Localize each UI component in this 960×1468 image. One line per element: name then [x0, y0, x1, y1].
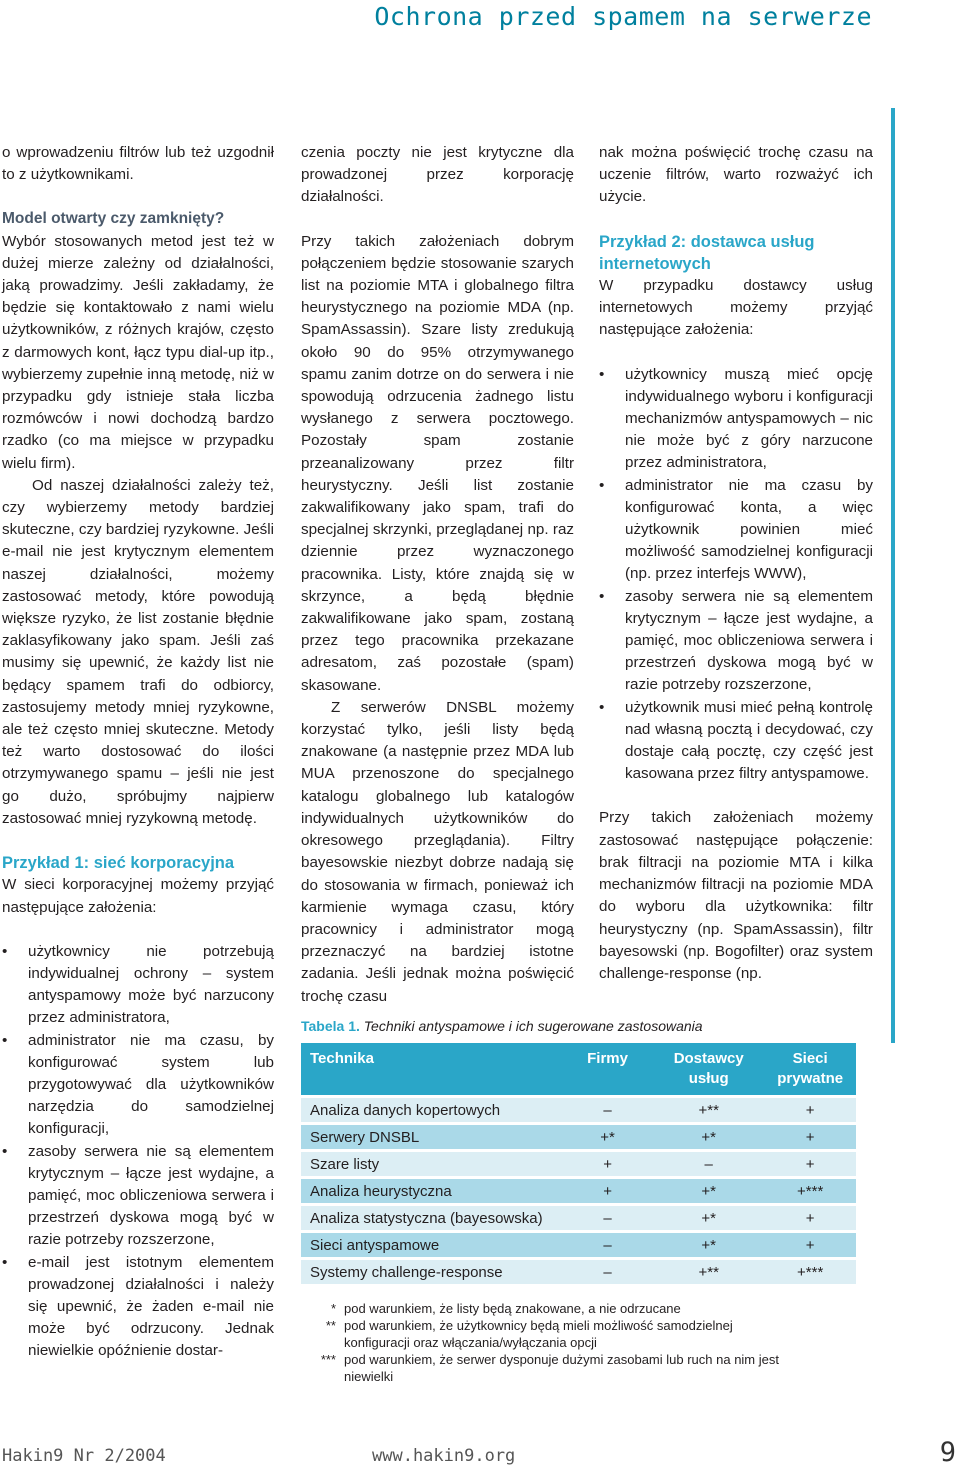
table-cell: +**: [653, 1098, 764, 1122]
table-cell: +: [764, 1233, 856, 1257]
table-cell: Analiza heurystyczna: [301, 1179, 562, 1203]
table-header-row: [301, 1043, 856, 1095]
footnote-mark: **: [325, 1318, 336, 1333]
table-cell: +**: [653, 1260, 764, 1284]
table-cell: Analiza danych kopertowych: [301, 1098, 562, 1122]
paragraph: W przypadku dostawcy usług internetowych możemy przyjąć następujące założenia:: [599, 277, 873, 339]
table-row: [301, 1206, 856, 1230]
table-cell: Serwery DNSBL: [301, 1125, 562, 1149]
table-row: [301, 1098, 856, 1122]
table-cell: +: [764, 1125, 856, 1149]
table-cell: Analiza statystyczna (bayesowska): [301, 1206, 562, 1230]
table-row: [301, 1260, 856, 1284]
bullet-list: [2, 941, 274, 1363]
table-row: [301, 1125, 856, 1149]
table-cell: +***: [764, 1179, 856, 1203]
paragraph: W sieci korporacyjnej możemy przyjąć następujące założenia:: [2, 876, 274, 916]
table-cell: +*: [562, 1125, 653, 1149]
column-header: Sieci prywatne: [764, 1043, 856, 1095]
section-heading: Model otwarty czy zamknięty?: [2, 210, 225, 228]
footer-url[interactable]: www.hakin9.org: [372, 1446, 516, 1466]
list-item: • administrator nie ma czasu by konfigurować konta, a więc użytkownik powinien mieć możliwość samodzielnej konfiguracji (np. przez interfejs WWW),: [599, 475, 873, 586]
list-item: • zasoby serwera nie są elementem krytycznym – łącze jest wydajne, a pamięć, moc obliczeniowa serwera i przestrzeń dyskowa mogą być w razie potrzeby rozszerzone,: [2, 1141, 274, 1252]
table-caption-label: Tabela 1.: [301, 1018, 360, 1034]
table-row: [301, 1179, 856, 1203]
page-header: [0, 0, 960, 38]
list-item: • e-mail jest istotnym elementem prowadzonej działalności i należy się upewnić, że żaden e-mail nie może być odrzucony. Jednak niewielkie opóźnienie dostar-: [2, 1252, 274, 1363]
column-1: [2, 142, 274, 1363]
footnote: [300, 1317, 794, 1351]
table-cell: +: [764, 1098, 856, 1122]
column-header: Technika: [301, 1043, 562, 1095]
footnote-mark: ***: [320, 1352, 336, 1367]
table-cell: +***: [764, 1260, 856, 1284]
example-heading: Przykład 2: dostawca usług internetowych: [599, 232, 815, 273]
paragraph: Z serwerów DNSBL możemy korzystać tylko, jeśli listy będą znakowane (a następnie przez MDA lub MUA przenoszone do specjalnego katalogu globalnego lub katalogów indywidualnych użytkowników do okresowego przeglądania). Filtry bayesowskie niezbyt dobrze nadają się do stosowania w firmach, ponieważ ich karmienie wymaga czasu, który pracownicy i administrator mogą przeznaczyć na bardziej istotne zadania. Jeśli jednak można poświęcić trochę czasu: [301, 698, 574, 1005]
page-title: Ochrona przed spamem na serwerze: [374, 2, 872, 31]
column-3: [599, 142, 873, 985]
footnote-text: pod warunkiem, że listy będą znakowane, a nie odrzucane: [344, 1301, 681, 1316]
paragraph: Wybór stosowanych metod jest też w dużej mierze zależny od działalności, jaką prowadzimy. Jeśli zakładamy, że będzie się kontaktowało z nami wielu użytkowników, z różnych krajów, często z darmowych kont, łącz typu dial-up itp., wybierzemy zupełnie inną metodę, niż w przypadku gdy istnieje stała liczba rozmówców i nowi dochodzą bardzo rzadko (co ma miejsce w przypadku wielu firm).: [2, 232, 274, 472]
list-item: • administrator nie ma czasu, by konfigurować system lub przygotowywać dla użytkowników narzędzia do samodzielnej konfiguracji,: [2, 1030, 274, 1141]
table-caption-text: Techniki antyspamowe i ich sugerowane zastosowania: [363, 1018, 703, 1034]
column-rule: [891, 108, 895, 1043]
paragraph: czenia poczty nie jest krytyczne dla prowadzonej przez korporację działalności.: [301, 144, 574, 206]
table-cell: –: [562, 1260, 653, 1284]
list-item: • użytkownicy nie potrzebują indywidualnej ochrony – system antyspamowy może być narzucony przez administratora,: [2, 941, 274, 1030]
table-cell: +*: [653, 1233, 764, 1257]
table-cell: +: [562, 1179, 653, 1203]
column-header: Firmy: [562, 1043, 653, 1095]
table-cell: –: [562, 1206, 653, 1230]
table-cell: Systemy challenge-response: [301, 1260, 562, 1284]
table-caption: [301, 1018, 703, 1034]
footnote: [300, 1351, 794, 1385]
table-cell: +*: [653, 1125, 764, 1149]
techniques-table: [301, 1040, 856, 1287]
table-cell: +*: [653, 1179, 764, 1203]
paragraph: o wprowadzeniu filtrów lub też uzgodnił to z użytkownikami.: [2, 144, 274, 184]
column-2: [301, 142, 574, 1008]
table-row: [301, 1152, 856, 1176]
table-cell: +*: [653, 1206, 764, 1230]
page-number: 9: [939, 1437, 956, 1468]
table-cell: Sieci antyspamowe: [301, 1233, 562, 1257]
header-accent-block: [880, 0, 960, 38]
paragraph: Od naszej działalności zależy też, czy wybierzemy metody bardziej skuteczne, czy bardziej ryzykowne. Jeśli e-mail nie jest krytycznym elementem naszej działalności, możemy zastosować metody, które powodują większe ryzyko, że list zostanie błędnie zaklasyfikowany jako spam. Jeśli zaś musimy się upewnić, że każdy list nie będący spamem trafi do odbiorcy, zastosujemy metody mniej ryzykowne, ale też często mniej skuteczne. Metody też warto dostosować do ilości otrzymywanego spamu – jeśli nie jest go dużo, spróbujmy najpierw zastosować mniej ryzykowną metodę.: [2, 476, 274, 827]
column-header: Dostawcy usług: [653, 1043, 764, 1095]
list-item: • użytkownicy muszą mieć opcję indywidualnego wyboru i konfiguracji mechanizmów antyspamowych – nic nie może być z góry narzucone przez administratora,: [599, 364, 873, 475]
bullet-list: [599, 364, 873, 786]
paragraph: nak można poświęcić trochę czasu na uczenie filtrów, warto rozważyć ich użycie.: [599, 144, 873, 206]
footer-issue: Hakin9 Nr 2/2004: [2, 1446, 166, 1466]
paragraph: Przy takich założeniach możemy zastosować następujące połączenie: brak filtracji na poziomie MTA i kilka mechanizmów filtracji na poziomie MDA do wyboru dla użytkownika: filtr heurystyczny (np. SpamAssassin), filtr bayesowski (np. Bogofilter) oraz system challenge-response (np.: [599, 809, 873, 982]
table-row: [301, 1233, 856, 1257]
footnote-text: pod warunkiem, że serwer dysponuje dużymi zasobami lub ruch na nim jest niewielki: [344, 1352, 779, 1384]
table-cell: +: [764, 1152, 856, 1176]
table-cell: +: [562, 1152, 653, 1176]
table-cell: –: [562, 1233, 653, 1257]
footnote-mark: *: [330, 1301, 336, 1316]
table-cell: –: [562, 1098, 653, 1122]
list-item: • użytkownik musi mieć pełną kontrolę nad własną pocztą i decydować, czy dostaje całą pocztę, czy część jest kasowana przez filtry antyspamowe.: [599, 697, 873, 786]
paragraph: Przy takich założeniach dobrym połączeniem będzie stosowanie szarych list na poziomie MTA i globalnego filtra heurystycznego na poziomie MDA (np. SpamAssassin). Szare listy zredukują około 90 do 95% otrzymywanego spamu zanim dotrze on do serwera i nie spowodują odrzucenia żadnego listu wysłanego z serwera pocztowego. Pozostały spam zostanie przeanalizowany przez filtr heurystyczny. Jeśli list zostanie zakwalifikowany jako spam, trafi do specjalnej skrzynki, przeglądanej np. raz dziennie przez wyznaczonego pracownika. Listy, które znajdą się w skrzynce, a będą błędnie zakwalifikowane jako spam, zostaną przez tego pracownika przekazane adresatom, zaś pozostałe (spam) skasowane.: [301, 232, 574, 694]
table-cell: Szare listy: [301, 1152, 562, 1176]
table-cell: +: [764, 1206, 856, 1230]
footnote: [300, 1300, 794, 1317]
table-footnotes: [300, 1300, 794, 1385]
example-heading: Przykład 1: sieć korporacyjna: [2, 854, 235, 873]
table-cell: –: [653, 1152, 764, 1176]
list-item: • zasoby serwera nie są elementem krytycznym – łącze jest wydajne, a pamięć, moc obliczeniowa serwera i przestrzeń dyskowa mogą być w razie potrzeby rozszerzone,: [599, 586, 873, 697]
footnote-text: pod warunkiem, że użytkownicy będą mieli możliwość samodzielnej konfiguracji oraz włączania/wyłączania opcji: [344, 1318, 733, 1350]
